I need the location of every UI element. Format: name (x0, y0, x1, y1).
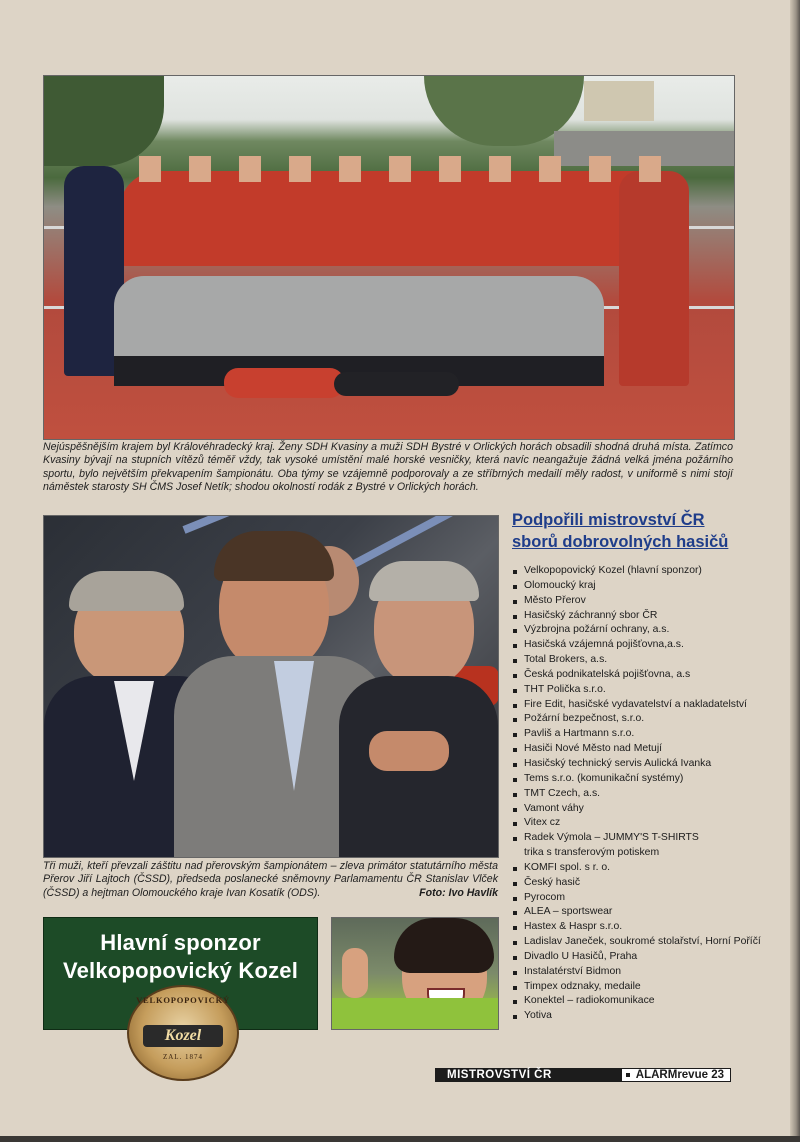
main-sponsor-label: Hlavní sponzor (100, 930, 261, 955)
supporter-item: Total Brokers, a.s. (512, 653, 742, 668)
supporters-title (512, 509, 742, 553)
kozel-brand-logo (127, 985, 239, 1081)
kozel-logo-brand: Kozel (143, 1025, 223, 1047)
supporter-item: Pyrocom (512, 891, 742, 906)
supporter-item: THT Polička s.r.o. (512, 683, 742, 698)
supporter-item: Pavliš a Hartmann s.r.o. (512, 727, 742, 742)
supporter-item: Yotiva (512, 1009, 742, 1024)
supporter-item: Konektel – radiokomunikace (512, 994, 742, 1009)
supporter-item: Hasiči Nové Město nad Metují (512, 742, 742, 757)
team-photo (43, 75, 735, 440)
supporter-item: Česká podnikatelská pojišťovna, a.s (512, 668, 742, 683)
kozel-logo-year: ZAL. 1874 (162, 1053, 204, 1061)
officials-photo-caption (43, 860, 498, 900)
supporter-item: Vitex cz (512, 816, 742, 831)
supporter-item: Tems s.r.o. (komunikační systémy) (512, 772, 742, 787)
page-edge (790, 0, 800, 1142)
page-bottom-edge (0, 1136, 800, 1142)
footer-section-label: MISTROVSTVÍ ČR (447, 1069, 552, 1081)
supporter-item-continuation: trika s transferovým potiskem (524, 847, 660, 859)
page-footer (435, 1068, 731, 1082)
supporter-item: Město Přerov (512, 594, 742, 609)
officials-caption-text: Tři muži, kteří převzali záštitu nad přerovským šampionátem – zleva primátor statutárního města Přerov Jiří Lajtoch (ČSSD), předseda poslanecké sněmovny Parlamamentu ČR Stanislav Vlček (ČSSD) a hejtman Olomouckého kraje Ivan Kosatík (ODS). (43, 860, 498, 899)
team-photo-caption: Nejúspěšnějším krajem byl Královéhradecký kraj. Ženy SDH Kvasiny a muži SDH Bystré v Orlických horách obsadili shodná druhá místa. Zatímco Kvasiny bývají na stupních vítězů téměř vždy, tak vysoké umístění malé horské vesničky, která navíc neangažuje žádná velká jména požárního sportu, bylo největším překvapením šampionátu. Oba týmy se vzájemně podporovaly a ze stříbrných medailí měly radost, v uniformě s nimi stojí náměstek starosty SH ČMS Josef Netík; shodou okolností rodák z Bystré v Orlických horách. (43, 441, 733, 494)
fan-photo (331, 917, 499, 1030)
supporter-item: Olomoucký kraj (512, 579, 742, 594)
supporter-item: Hasičský záchranný sbor ČR (512, 609, 742, 624)
supporter-item: Hasičský technický servis Aulická Ivanka (512, 757, 742, 772)
supporters-title-line2: sborů dobrovolných hasičů (512, 533, 729, 551)
photo-credit: Foto: Ivo Havlík (419, 886, 498, 899)
supporter-item: TMT Czech, a.s. (512, 787, 742, 802)
supporter-item: Vamont váhy (512, 802, 742, 817)
supporter-item: Fire Edit, hasičské vydavatelství a nakladatelství (512, 698, 742, 713)
supporters-list (512, 564, 761, 1024)
supporter-item: Timpex odznaky, medaile (512, 980, 742, 995)
supporter-item: Český hasič (512, 876, 742, 891)
supporter-item: Velkopopovický Kozel (hlavní sponzor) (512, 564, 742, 579)
supporter-item: Instalatérství Bidmon (512, 965, 742, 980)
supporter-item: Radek Výmola – JUMMY'S T-SHIRTS (512, 831, 742, 846)
kozel-logo-ring-text: VELKOPOPOVICKÝ (136, 995, 230, 1005)
supporter-item: Hasičská vzájemná pojišťovna,a.s. (512, 638, 742, 653)
supporter-item: Požární bezpečnost, s.r.o. (512, 712, 742, 727)
footer-magazine-page: ALARMrevue 23 (621, 1068, 731, 1082)
supporter-item: Výzbrojna požární ochrany, a.s. (512, 623, 742, 638)
supporter-item: KOMFI spol. s r. o. (512, 861, 742, 876)
supporter-item: Ladislav Janeček, soukromé stolařství, Horní Poříčí (512, 935, 742, 950)
officials-photo (43, 515, 499, 858)
supporters-title-line1: Podpořili mistrovství ČR (512, 511, 705, 529)
main-sponsor-name: Velkopopovický Kozel (62, 958, 299, 983)
supporter-item: Hastex & Haspr s.r.o. (512, 920, 742, 935)
supporter-item: Divadlo U Hasičů, Praha (512, 950, 742, 965)
supporter-item: ALEA – sportswear (512, 905, 742, 920)
